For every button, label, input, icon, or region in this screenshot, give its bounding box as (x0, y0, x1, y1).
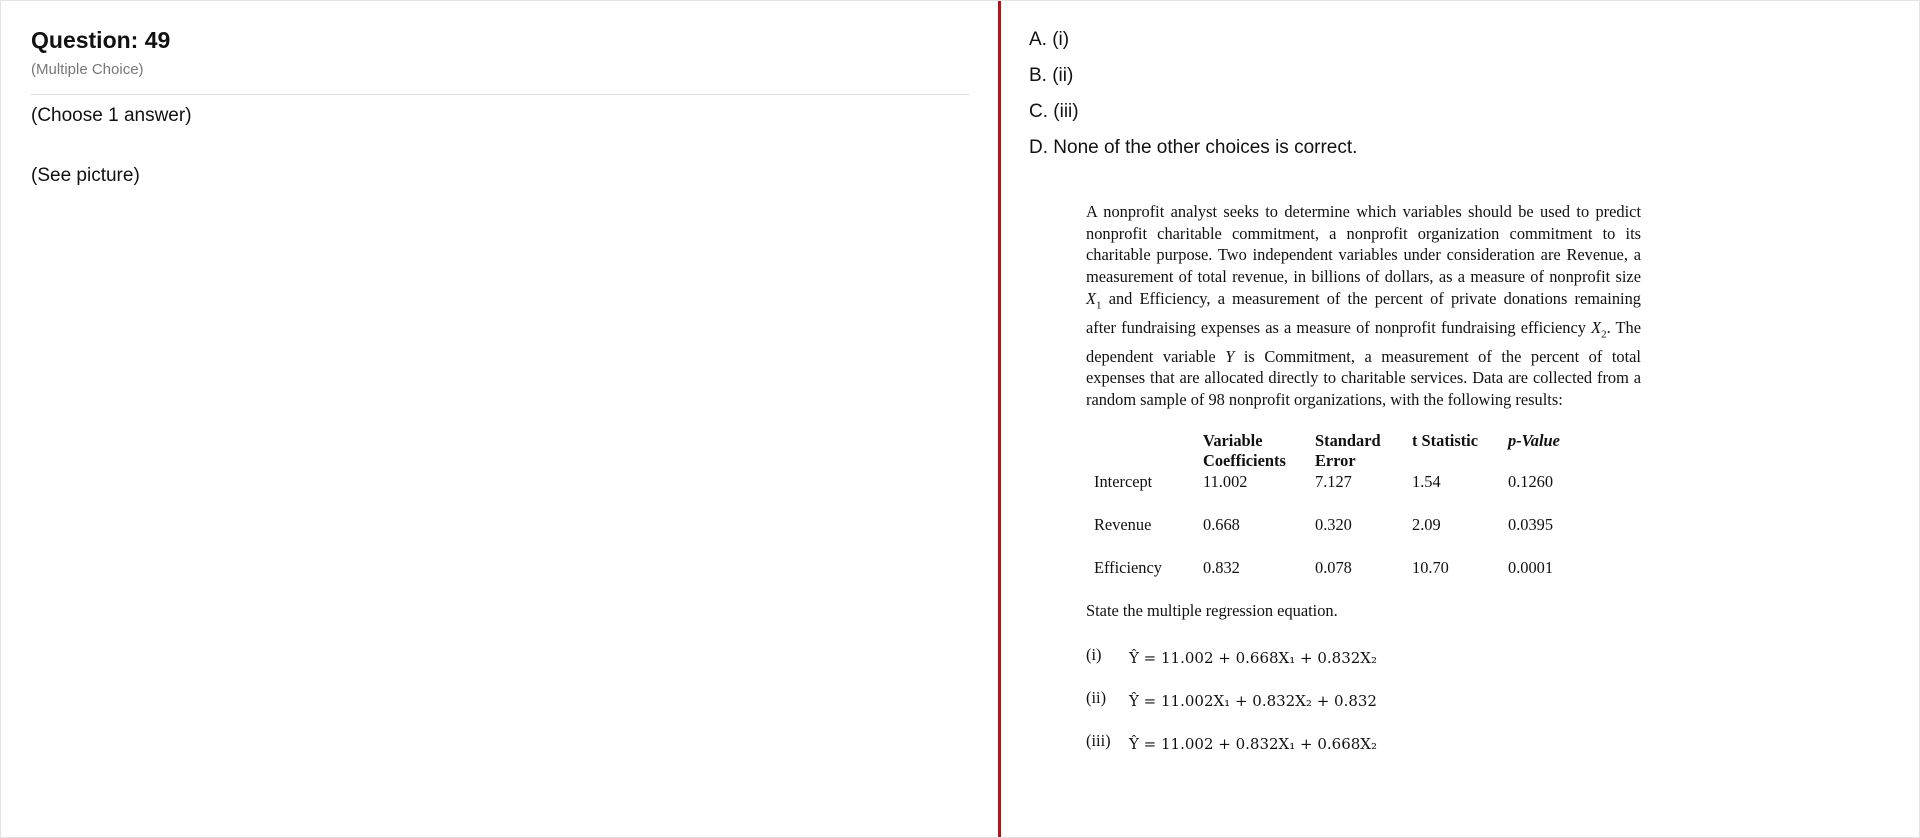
divider-line (31, 94, 969, 95)
choice-letter: A. (1029, 29, 1047, 50)
regression-table (1094, 431, 1588, 600)
table-cell: 7.127 (1315, 471, 1352, 491)
equation-expression: Ŷ = 11.002X₁ + 0.832X₂ + 0.832 (1129, 691, 1377, 710)
choice-d[interactable] (1029, 137, 1357, 159)
choice-b[interactable] (1029, 65, 1073, 87)
choice-text: (i) (1052, 29, 1070, 50)
table-cell: 0.078 (1315, 557, 1352, 577)
choice-letter: C. (1029, 101, 1048, 122)
question-title: Question: 49 (31, 27, 171, 53)
equation-expression: Ŷ = 11.002 + 0.668X₁ + 0.832X₂ (1129, 648, 1377, 667)
table-header (1508, 431, 1588, 471)
subscript: 1 (1096, 299, 1102, 312)
table-cell: 2.09 (1412, 514, 1441, 534)
table-cell: 10.70 (1412, 557, 1449, 577)
table-header: Standard Error (1315, 430, 1381, 470)
table-cell: Intercept (1094, 471, 1153, 491)
problem-text: . The dependent variable (1086, 317, 1641, 366)
problem-paragraph (1086, 201, 1641, 411)
choice-text: None of the other choices is correct. (1053, 137, 1358, 158)
variable-x2: X (1591, 317, 1602, 337)
table-header (1094, 431, 1203, 471)
answer-panel (1001, 1, 1919, 837)
equation-option (1086, 687, 1641, 730)
question-panel (1, 1, 998, 837)
prompt-text: (See picture) (31, 165, 140, 186)
choice-a[interactable] (1029, 29, 1069, 51)
problem-text: and Efficiency, a measurement of the percent of private donations remaining after fundraising expenses as a measure of nonprofit fundraising efficiency (1086, 288, 1641, 337)
instruction-text: (Choose 1 answer) (31, 105, 192, 126)
equation-option (1086, 730, 1641, 773)
table-cell: 0.1260 (1508, 471, 1554, 491)
equation-label: (i) (1086, 644, 1102, 664)
equation-expression: Ŷ = 11.002 + 0.832X₁ + 0.668X₂ (1129, 734, 1377, 753)
problem-statement: State the multiple regression equation. (1086, 600, 1338, 620)
table-header: t Statistic (1412, 430, 1479, 450)
choice-c[interactable] (1029, 101, 1079, 123)
table-cell: 0.0001 (1508, 557, 1554, 577)
variable-x1: X (1086, 288, 1097, 308)
table-row (1094, 471, 1588, 514)
equation-label: (ii) (1086, 687, 1107, 707)
subscript: 2 (1601, 328, 1607, 341)
problem-text: is Commitment, a measurement of the percent of total expenses that are allocated directly to charitable services. Data are collected from a random sample of 98 nonprofit organizations, with the following results: (1086, 346, 1641, 410)
p-value-header: p-Value (1508, 430, 1560, 450)
table-cell: Efficiency (1094, 557, 1162, 577)
table-row (1094, 514, 1588, 557)
table-cell: 0.832 (1203, 557, 1240, 577)
table-header: Variable Coefficients (1203, 430, 1286, 470)
equation-label: (iii) (1086, 730, 1111, 750)
choice-text: (iii) (1053, 101, 1079, 122)
equation-option (1086, 644, 1641, 687)
table-header-row (1094, 431, 1588, 471)
question-type: (Multiple Choice) (31, 61, 144, 78)
table-cell: 11.002 (1203, 471, 1248, 491)
variable-y: Y (1225, 346, 1235, 366)
table-cell: 1.54 (1412, 471, 1441, 491)
choice-letter: B. (1029, 65, 1047, 86)
table-row (1094, 557, 1588, 600)
choice-text: (ii) (1052, 65, 1074, 86)
problem-text: A nonprofit analyst seeks to determine which variables should be used to predict nonprofit charitable commitment, a nonprofit organization commitment to its charitable purpose. Two independent variables under consideration are Revenue, a measurement of total revenue, in billions of dollars, as a measure of nonprofit size (1086, 202, 1641, 287)
table-cell: 0.0395 (1508, 514, 1554, 534)
table-cell: 0.320 (1315, 514, 1352, 534)
problem-image (1086, 201, 1641, 773)
table-cell: 0.668 (1203, 514, 1240, 534)
choice-letter: D. (1029, 137, 1048, 158)
table-cell: Revenue (1094, 514, 1152, 534)
